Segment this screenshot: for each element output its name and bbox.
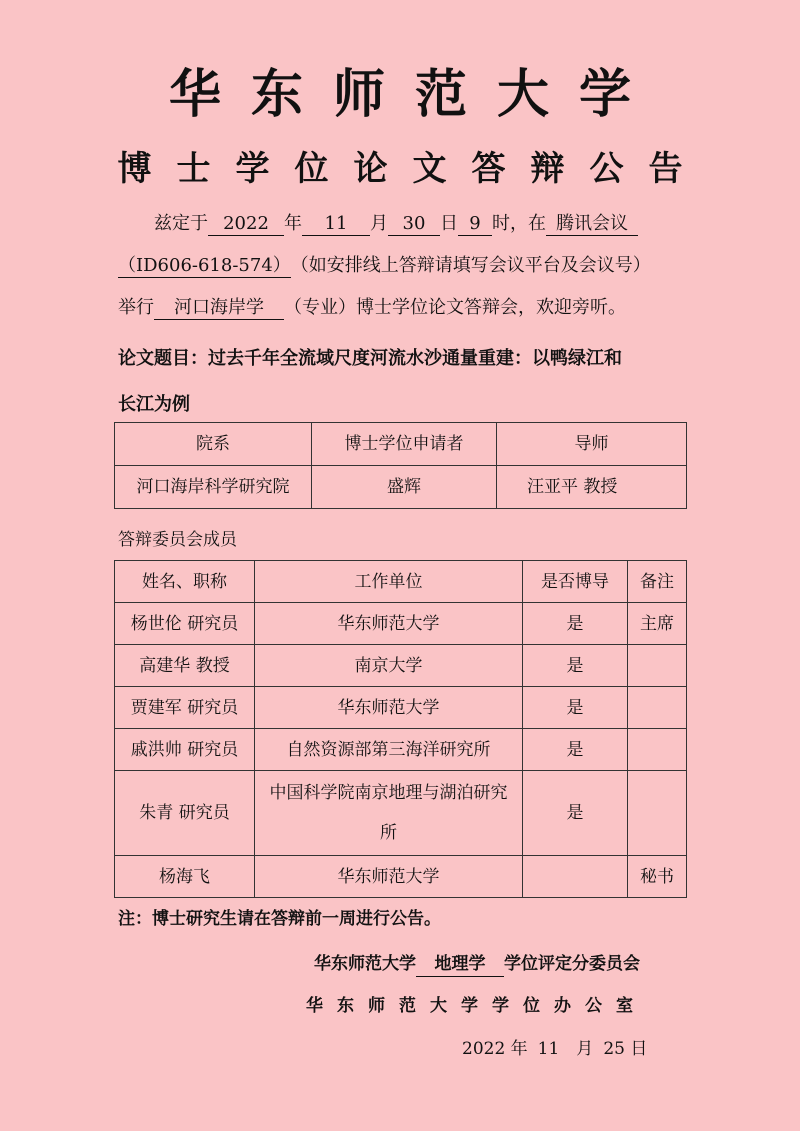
document-title: 博士学位论文答辩公告	[117, 149, 708, 189]
table-row	[115, 687, 687, 729]
member-name: 高建华 教授	[115, 645, 255, 687]
member-name: 杨世伦 研究员	[115, 603, 255, 645]
committee-signature	[314, 950, 640, 978]
committee-label: 答辩委员会成员	[118, 530, 237, 550]
thesis-title-line-1: 过去千年全流域尺度河流水沙通量重建：以鸭绿江和	[208, 348, 622, 369]
member-is-supervisor: 是	[523, 603, 628, 645]
member-is-supervisor: 是	[523, 729, 628, 771]
member-is-supervisor: 是	[523, 771, 628, 856]
year-unit: 年	[284, 213, 302, 234]
member-remark	[628, 771, 687, 856]
venue-value: 腾讯会议	[546, 213, 638, 236]
header-affiliation: 工作单位	[255, 561, 523, 603]
committee-table	[114, 560, 687, 898]
year-value: 2022	[208, 213, 284, 236]
table-row	[115, 645, 687, 687]
header-supervisor: 导师	[497, 423, 687, 466]
applicant-info-table	[114, 422, 687, 509]
degree-office-signature: 华东师范大学学位办公室	[306, 996, 647, 1016]
month-value: 11	[302, 213, 370, 236]
member-name: 朱青 研究员	[115, 771, 255, 856]
day-unit: 日	[440, 213, 458, 234]
table-row	[115, 856, 687, 898]
header-applicant: 博士学位申请者	[312, 423, 497, 466]
signature-subject: 地理学	[416, 952, 504, 977]
announcement-line-2	[118, 252, 688, 280]
member-name: 杨海飞	[115, 856, 255, 898]
header-is-supervisor: 是否博导	[523, 561, 628, 603]
date-year: 2022 年	[462, 1039, 528, 1059]
applicant-value: 盛辉	[312, 466, 497, 509]
header-department: 院系	[115, 423, 312, 466]
major-value: 河口海岸学	[154, 297, 284, 320]
online-note: （如安排线上答辩请填写会议平台及会议号）	[290, 255, 651, 276]
hour-value: 9	[458, 213, 492, 236]
table-row	[115, 771, 687, 856]
member-affiliation: 华东师范大学	[255, 856, 523, 898]
member-remark: 秘书	[628, 856, 687, 898]
table-row	[115, 729, 687, 771]
member-affiliation: 自然资源部第三海洋研究所	[255, 729, 523, 771]
header-name-title: 姓名、职称	[115, 561, 255, 603]
info-data-row	[115, 466, 687, 509]
thesis-title-line-2: 长江为例	[118, 394, 190, 415]
member-name: 贾建军 研究员	[115, 687, 255, 729]
month-unit: 月	[370, 213, 388, 234]
supervisor-value: 汪亚平 教授	[497, 466, 687, 509]
info-header-row	[115, 423, 687, 466]
committee-header-row	[115, 561, 687, 603]
member-affiliation: 华东师范大学	[255, 603, 523, 645]
intro-text: 兹定于	[154, 213, 208, 234]
meeting-id-value: （ID606-618-574）	[118, 255, 291, 276]
table-row	[115, 603, 687, 645]
member-affiliation: 南京大学	[255, 645, 523, 687]
date-month: 11 月	[537, 1039, 594, 1059]
member-is-supervisor: 是	[523, 645, 628, 687]
signature-date	[462, 1035, 657, 1063]
member-remark	[628, 729, 687, 771]
day-value: 30	[388, 213, 440, 236]
announcement-line-1	[118, 210, 688, 238]
member-remark	[628, 645, 687, 687]
member-affiliation: 华东师范大学	[255, 687, 523, 729]
date-day: 25 日	[603, 1039, 648, 1059]
member-name: 戚洪帅 研究员	[115, 729, 255, 771]
header-remark: 备注	[628, 561, 687, 603]
signature-prefix: 华东师范大学	[314, 954, 416, 974]
member-is-supervisor	[523, 856, 628, 898]
thesis-label: 论文题目：	[118, 348, 208, 369]
announcement-line-3	[118, 294, 688, 322]
held-prefix: 举行	[118, 297, 154, 318]
member-remark	[628, 687, 687, 729]
hour-unit: 时，在	[492, 213, 546, 234]
member-remark: 主席	[628, 603, 687, 645]
university-title: 华东师范大学	[168, 64, 661, 125]
member-is-supervisor: 是	[523, 687, 628, 729]
signature-suffix: 学位评定分委员会	[504, 954, 640, 974]
department-value: 河口海岸科学研究院	[115, 466, 312, 509]
announcement-note: 注：博士研究生请在答辩前一周进行公告。	[118, 909, 441, 929]
member-affiliation: 中国科学院南京地理与湖泊研究所	[255, 771, 523, 856]
major-suffix: （专业）博士学位论文答辩会，欢迎旁听。	[284, 297, 626, 318]
thesis-title	[118, 336, 688, 428]
